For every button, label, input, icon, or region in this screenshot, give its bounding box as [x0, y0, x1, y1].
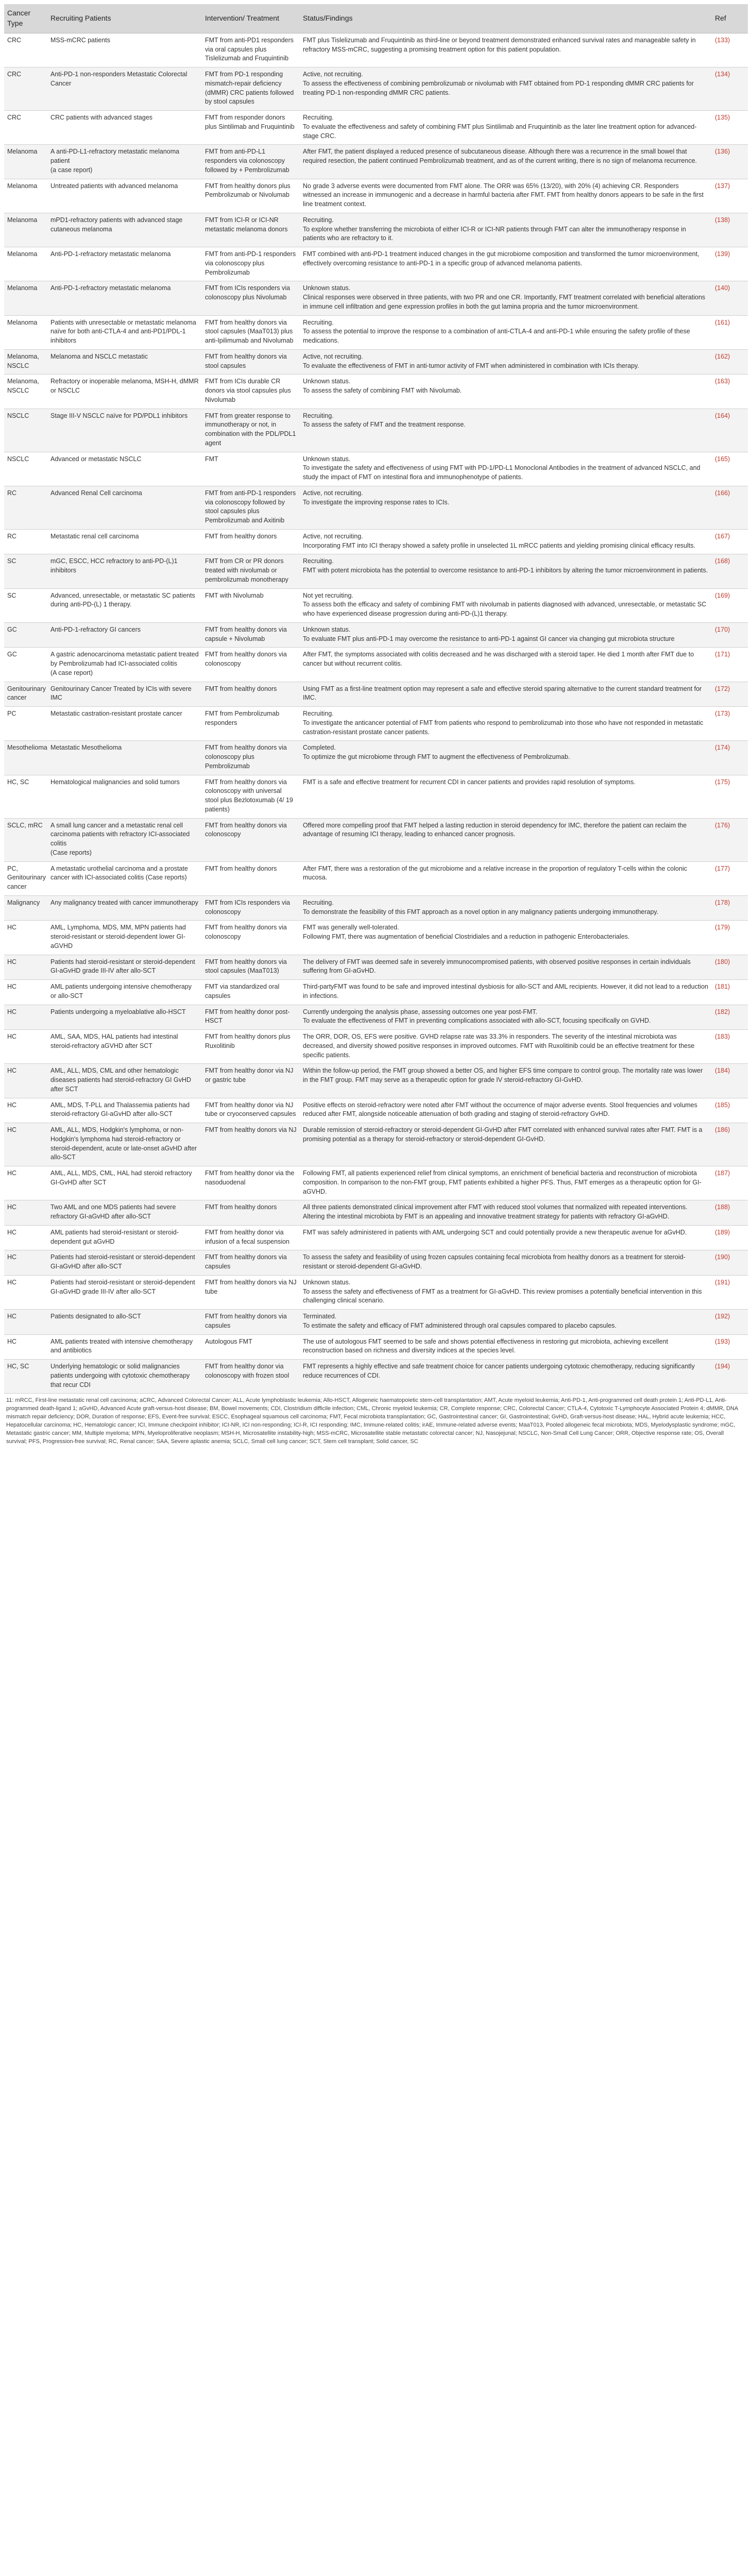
intervention-cell: FMT from healthy donors via stool capsules (MaaT013) plus anti-Ipilimumab and Nivolumab	[202, 315, 300, 349]
patients-cell: AML, ALL, MDS, Hodgkin's lymphoma, or non-Hodgkin's lymphoma had steroid-refractory or steroid-dependent, acute or late-onset aGvHD after allo-SCT	[47, 1123, 202, 1166]
ref-cell[interactable]: (171)	[712, 648, 748, 682]
ref-cell[interactable]: (182)	[712, 1005, 748, 1030]
table-row	[4, 111, 748, 145]
cancer-type-cell: Malignancy	[4, 895, 47, 921]
ref-cell[interactable]: (189)	[712, 1225, 748, 1250]
patients-cell: A small lung cancer and a metastatic renal cell carcinoma patients with refractory ICI-associated colitis (Case reports)	[47, 818, 202, 861]
status-cell: FMT combined with anti-PD-1 treatment induced changes in the gut microbiome composition and transformed the tumor microenvironment, effectively overcoming resistance to anti-PD-1 in a specific group of advanced melanoma patients.	[300, 247, 712, 281]
intervention-cell: FMT from healthy donors via colonoscopy plus Pembrolizumab	[202, 741, 300, 775]
table-row	[4, 1123, 748, 1166]
status-cell: Active, not recruiting. To investigate the improving response rates to ICIs.	[300, 486, 712, 529]
ref-cell[interactable]: (187)	[712, 1166, 748, 1200]
table-row	[4, 452, 748, 486]
cancer-type-cell: PC	[4, 707, 47, 741]
patients-cell: AML patients undergoing intensive chemotherapy or allo-SCT	[47, 980, 202, 1005]
ref-cell[interactable]: (138)	[712, 213, 748, 247]
table-row	[4, 281, 748, 315]
status-cell: Completed. To optimize the gut microbiome through FMT to augment the effectiveness of Pembrolizumab.	[300, 741, 712, 775]
header-status-findings: Status/Findings	[300, 4, 712, 33]
header-intervention: Intervention/ Treatment	[202, 4, 300, 33]
table-row	[4, 529, 748, 554]
cancer-type-cell: Melanoma	[4, 247, 47, 281]
table-row	[4, 1005, 748, 1030]
ref-cell[interactable]: (188)	[712, 1200, 748, 1226]
ref-cell[interactable]: (167)	[712, 529, 748, 554]
patients-cell: Untreated patients with advanced melanoma	[47, 179, 202, 213]
intervention-cell: FMT from healthy donor via infusion of a fecal suspension	[202, 1225, 300, 1250]
table-row	[4, 554, 748, 588]
status-cell: FMT represents a highly effective and safe treatment choice for cancer patients undergoing cytotoxic chemotherapy, reducing significantly reduce recurrences of CDI.	[300, 1360, 712, 1394]
cancer-type-cell: RC	[4, 529, 47, 554]
table-row	[4, 33, 748, 67]
status-cell: Unknown status. To assess the safety of combining FMT with Nivolumab.	[300, 375, 712, 409]
ref-cell[interactable]: (178)	[712, 895, 748, 921]
cancer-type-cell: HC, SC	[4, 1360, 47, 1394]
patients-cell: Metastatic Mesothelioma	[47, 741, 202, 775]
table-row	[4, 247, 748, 281]
table-row	[4, 707, 748, 741]
intervention-cell: FMT with Nivolumab	[202, 588, 300, 622]
patients-cell: Patients had steroid-resistant or steroid-dependent GI-aGvHD grade III-IV after allo-SCT	[47, 955, 202, 980]
table-footnote: 11: mRCC, First-line metastatic renal cell carcinoma; aCRC, Advanced Colorectal Cancer; ALL, Acute lymphoblastic leukemia; Allo-HSCT, Allogeneic haematopoietic stem-cell transplantation; AMT, Acute myeloid leukemia; Anti-PD-1, Anti-programmed cell death protein 1; Anti-PD-L1, Anti-programmed death-ligand 1; aGvHD, Advanced Acute graft-versus-host disease; BM, Bowel movements; CDI, Clostridium difficile infection; CML, Chronic myeloid leukemia; CR, Complete response; CRC, Colorectal Cancer; CTLA-4, Cytotoxic T-Lymphocyte Associated Protein 4; dMMR, DNA mismatch repair deficiency; DOR, Duration of response; EFS, Event-free survival; ESCC, Esophageal squamous cell carcinoma; FMT, Fecal microbiota transplantation; GC, Gastrointestinal cancer; GI, Gastrointestinal; GvHD, Graft-versus-host disease; HAL, Hybrid acute leukemia; HCC, Hepatocellular carcinoma; HC, Hematologic cancer; ICI, Immune checkpoint inhibitor; ICI-NR, ICI non-responding; ICI-R, ICI responding; IMC, Immune-related colitis; irAE, Immune-related adverse events; MaaT013, Pooled allogeneic fecal microbiota; MDS, Myelodysplastic syndrome; mGC, Metastatic gastric cancer; MM, Multiple myeloma; MPN, Myeloproliferative neoplasm; MSH-H, Microsatellite instability-high; MSS-mCRC, Microsatellite stable metastatic colorectal cancer; NJ, Nasojejunal; NSCLC, Non-Small Cell Lung Cancer; ORR, Objective response rate; OS, Overall survival; PFS, Progression-free survival; RC, Renal cancer; SAA, Severe aplastic anemia; SCLC, Small cell lung cancer; SCT, Stem cell transplant; Solid cancer, SC	[6, 1397, 738, 1445]
cancer-type-cell: HC	[4, 1166, 47, 1200]
cancer-type-cell: HC	[4, 1064, 47, 1098]
ref-cell[interactable]: (163)	[712, 375, 748, 409]
table-row	[4, 1250, 748, 1276]
ref-cell[interactable]: (139)	[712, 247, 748, 281]
table-row	[4, 1166, 748, 1200]
cancer-type-cell: CRC	[4, 33, 47, 67]
intervention-cell: FMT from healthy donors via stool capsules (MaaT013)	[202, 955, 300, 980]
patients-cell: A metastatic urothelial carcinoma and a prostate cancer with ICI-associated colitis (Case reports)	[47, 861, 202, 895]
ref-cell[interactable]: (137)	[712, 179, 748, 213]
intervention-cell: FMT from anti-PD-1 responders via colonoscopy plus Pembrolizumab	[202, 247, 300, 281]
intervention-cell: FMT	[202, 452, 300, 486]
patients-cell: Anti-PD-1-refractory GI cancers	[47, 622, 202, 648]
cancer-type-cell: Mesothelioma	[4, 741, 47, 775]
status-cell: Active, not recruiting. To evaluate the effectiveness of FMT in anti-tumor activity of FMT when administered in combination with ICIs therapy.	[300, 349, 712, 375]
intervention-cell: FMT from anti-PD-L1 responders via colonoscopy followed by + Pembrolizumab	[202, 145, 300, 179]
status-cell: The use of autologous FMT seemed to be safe and shows potential effectiveness in restoring gut microbiota, achieving excellent reconstruction based on richness and diversity indices at the species level.	[300, 1334, 712, 1360]
cancer-type-cell: Melanoma	[4, 145, 47, 179]
table-row	[4, 1098, 748, 1123]
patients-cell: A gastric adenocarcinoma metastatic patient treated by Pembrolizumab had ICI-associated colitis (A case report)	[47, 648, 202, 682]
table-row	[4, 980, 748, 1005]
patients-cell: Hematological malignancies and solid tumors	[47, 775, 202, 818]
cancer-type-cell: CRC	[4, 67, 47, 111]
ref-cell[interactable]: (184)	[712, 1064, 748, 1098]
patients-cell: Anti-PD-1 non-responders Metastatic Colorectal Cancer	[47, 67, 202, 111]
cancer-type-cell: HC	[4, 955, 47, 980]
header-cancer-type: Cancer Type	[4, 4, 47, 33]
table-row	[4, 145, 748, 179]
intervention-cell: FMT from healthy donors	[202, 529, 300, 554]
ref-cell[interactable]: (193)	[712, 1334, 748, 1360]
patients-cell: Genitourinary Cancer Treated by ICIs with severe IMC	[47, 682, 202, 707]
cancer-type-cell: Melanoma	[4, 281, 47, 315]
status-cell: Durable remission of steroid-refractory or steroid-dependent GI-GvHD after FMT correlated with enhanced survival rates after FMT. FMT is a promising potential as a therapy for steroid-refractory or steroid-dependent GI-GvHD.	[300, 1123, 712, 1166]
patients-cell: Any malignancy treated with cancer immunotherapy	[47, 895, 202, 921]
status-cell: Recruiting. To demonstrate the feasibility of this FMT approach as a novel option in any malignancy patients undergoing immunotherapy.	[300, 895, 712, 921]
cancer-type-cell: HC	[4, 921, 47, 955]
status-cell: After FMT, the patient displayed a reduced presence of subcutaneous disease. Although there was a recurrence in the small bowel that required resection, the patient continued Pembrolizumab treatment, and as of the current writing, there is no sign of melanoma recurrence.	[300, 145, 712, 179]
ref-cell[interactable]: (174)	[712, 741, 748, 775]
ref-cell[interactable]: (179)	[712, 921, 748, 955]
intervention-cell: FMT from healthy donor via NJ tube or cryoconserved capsules	[202, 1098, 300, 1123]
ref-cell[interactable]: (181)	[712, 980, 748, 1005]
intervention-cell: FMT from anti-PD-1 responders via colonoscopy followed by stool capsules plus Pembrolizumab and Axitinib	[202, 486, 300, 529]
patients-cell: Two AML and one MDS patients had severe refractory GI-aGvHD after allo-SCT	[47, 1200, 202, 1226]
ref-cell[interactable]: (162)	[712, 349, 748, 375]
status-cell: FMT was safely administered in patients with AML undergoing SCT and could potentially provide a new therapeutic avenue for aGvHD.	[300, 1225, 712, 1250]
table-row	[4, 818, 748, 861]
patients-cell: AML, ALL, MDS, CML, HAL had steroid refractory GI-GvHD after SCT	[47, 1166, 202, 1200]
status-cell: After FMT, there was a restoration of the gut microbiome and a relative increase in the proportion of regulatory T-cells within the colonic mucosa.	[300, 861, 712, 895]
ref-cell[interactable]: (191)	[712, 1275, 748, 1309]
ref-cell[interactable]: (192)	[712, 1310, 748, 1335]
patients-cell: Melanoma and NSCLC metastatic	[47, 349, 202, 375]
intervention-cell: FMT from healthy donors	[202, 1200, 300, 1226]
ref-cell[interactable]: (175)	[712, 775, 748, 818]
status-cell: Recruiting. To investigate the anticancer potential of FMT from patients who respond to pembrolizumab into those who have not responded in metastatic castration-resistant prostate cancer patients.	[300, 707, 712, 741]
cancer-type-cell: HC	[4, 1200, 47, 1226]
intervention-cell: FMT from ICI-R or ICI-NR metastatic melanoma donors	[202, 213, 300, 247]
patients-cell: Metastatic renal cell carcinoma	[47, 529, 202, 554]
patients-cell: AML, ALL, MDS, CML and other hematologic diseases patients had steroid-refractory GI GvHD after SCT	[47, 1064, 202, 1098]
ref-cell[interactable]: (169)	[712, 588, 748, 622]
cancer-type-cell: SC	[4, 588, 47, 622]
cancer-type-cell: HC	[4, 1098, 47, 1123]
header-recruiting-patients: Recruiting Patients	[47, 4, 202, 33]
status-cell: Recruiting. FMT with potent microbiota has the potential to overcome resistance to anti-PD-1 inhibitors by altering the tumor microenvironment in patients.	[300, 554, 712, 588]
patients-cell: Patients undergoing a myeloablative allo-HSCT	[47, 1005, 202, 1030]
status-cell: Recruiting. To assess the safety of FMT and the treatment response.	[300, 409, 712, 452]
table-row	[4, 1200, 748, 1226]
cancer-type-cell: Melanoma	[4, 179, 47, 213]
ref-cell[interactable]: (172)	[712, 682, 748, 707]
table-row	[4, 648, 748, 682]
status-cell: Third-partyFMT was found to be safe and improved intestinal dysbiosis for allo-SCT and AML recipients. However, it did not lead to a reduction in infections.	[300, 980, 712, 1005]
patients-cell: Advanced Renal Cell carcinoma	[47, 486, 202, 529]
cancer-type-cell: HC	[4, 980, 47, 1005]
intervention-cell: FMT from healthy donors	[202, 861, 300, 895]
intervention-cell: FMT from healthy donors plus Pembrolizumab or Nivolumab	[202, 179, 300, 213]
status-cell: Unknown status. To evaluate FMT plus anti-PD-1 may overcome the resistance to anti-PD-1 against GI cancer via changing gut microbiota structure	[300, 622, 712, 648]
cancer-type-cell: HC, SC	[4, 775, 47, 818]
patients-cell: AML patients had steroid-resistant or steroid-dependent gut aGvHD	[47, 1225, 202, 1250]
status-cell: Recruiting. To evaluate the effectiveness and safety of combining FMT plus Sintilimab and Fruquintinib as the later line treatment option for advanced-stage CRC.	[300, 111, 712, 145]
patients-cell: Underlying hematologic or solid malignancies patients undergoing with cytotoxic chemotherapy that recur CDI	[47, 1360, 202, 1394]
ref-cell[interactable]: (180)	[712, 955, 748, 980]
intervention-cell: FMT from healthy donors via capsules	[202, 1250, 300, 1276]
ref-cell[interactable]: (164)	[712, 409, 748, 452]
table-body	[4, 33, 748, 1394]
intervention-cell: Autologous FMT	[202, 1334, 300, 1360]
table-row	[4, 409, 748, 452]
status-cell: Unknown status. To assess the safety and effectiveness of FMT as a treatment for GI-aGvHD. This review promises a potentially beneficial intervention in this challenging clinical scenario.	[300, 1275, 712, 1309]
status-cell: FMT was generally well-tolerated. Following FMT, there was augmentation of beneficial Clostridiales and a reduction in pathogenic Enterobacteriales.	[300, 921, 712, 955]
intervention-cell: FMT from healthy donor post-HSCT	[202, 1005, 300, 1030]
status-cell: FMT is a safe and effective treatment for recurrent CDI in cancer patients and provides rapid resolution of symptoms.	[300, 775, 712, 818]
patients-cell: Patients had steroid-resistant or steroid-dependent GI-aGvHD after allo-SCT	[47, 1250, 202, 1276]
status-cell: Active, not recruiting. To assess the effectiveness of combining pembrolizumab or nivolumab with FMT obtained from PD-1 responding dMMR CRC patients for treating PD-1 non-responding dMMR CRC patients.	[300, 67, 712, 111]
patients-cell: mPD1-refractory patients with advanced stage cutaneous melanoma	[47, 213, 202, 247]
patients-cell: Anti-PD-1-refractory metastatic melanoma	[47, 281, 202, 315]
table-row	[4, 67, 748, 111]
cancer-type-cell: CRC	[4, 111, 47, 145]
patients-cell: mGC, ESCC, HCC refractory to anti-PD-(L)1 inhibitors	[47, 554, 202, 588]
ref-cell[interactable]: (183)	[712, 1030, 748, 1064]
table-header-row	[4, 4, 748, 33]
intervention-cell: FMT from healthy donors via NJ	[202, 1123, 300, 1166]
ref-cell[interactable]: (186)	[712, 1123, 748, 1166]
cancer-type-cell: NSCLC	[4, 409, 47, 452]
intervention-cell: FMT from ICIs responders via colonoscopy	[202, 895, 300, 921]
table-row	[4, 1334, 748, 1360]
cancer-type-cell: Melanoma, NSCLC	[4, 375, 47, 409]
cancer-type-cell: HC	[4, 1310, 47, 1335]
cancer-type-cell: HC	[4, 1250, 47, 1276]
patients-cell: Anti-PD-1-refractory metastatic melanoma	[47, 247, 202, 281]
ref-cell[interactable]: (134)	[712, 67, 748, 111]
ref-cell[interactable]: (194)	[712, 1360, 748, 1394]
intervention-cell: FMT from responder donors plus Sintilimab and Fruquintinib	[202, 111, 300, 145]
patients-cell: A anti-PD-L1-refractory metastatic melanoma patient (a case report)	[47, 145, 202, 179]
intervention-cell: FMT from PD-1 responding mismatch-repair deficiency (dMMR) CRC patients followed by stool capsules	[202, 67, 300, 111]
cancer-type-cell: SC	[4, 554, 47, 588]
intervention-cell: FMT from healthy donors via capsule + Nivolumab	[202, 622, 300, 648]
table-row	[4, 315, 748, 349]
cancer-type-cell: HC	[4, 1030, 47, 1064]
intervention-cell: FMT from healthy donors via colonoscopy	[202, 818, 300, 861]
patients-cell: AML patients treated with intensive chemotherapy and antibiotics	[47, 1334, 202, 1360]
cancer-type-cell: HC	[4, 1334, 47, 1360]
cancer-type-cell: Genitourinary cancer	[4, 682, 47, 707]
table-row	[4, 861, 748, 895]
ref-cell[interactable]: (165)	[712, 452, 748, 486]
table-row	[4, 588, 748, 622]
ref-cell[interactable]: (133)	[712, 33, 748, 67]
status-cell: FMT plus Tislelizumab and Fruquintinib as third-line or beyond treatment demonstrated enhanced survival rates and manageable safety in refractory MSS-mCRC, suggesting a promising treatment option for this patient population.	[300, 33, 712, 67]
status-cell: Using FMT as a first-line treatment option may represent a safe and effective steroid sparing alternative to the current standard treatment for IMC.	[300, 682, 712, 707]
patients-cell: MSS-mCRC patients	[47, 33, 202, 67]
status-cell: No grade 3 adverse events were documented from FMT alone. The ORR was 65% (13/20), with 20% (4) achieving CR. Responders witnessed an increase in immunogenic and a decrease in harmful bacteria after FMT. FMT from healthy donors appears to be safe in the first line treatment context.	[300, 179, 712, 213]
patients-cell: AML, Lymphoma, MDS, MM, MPN patients had steroid-resistant or steroid-dependent lower GI-aGVHD	[47, 921, 202, 955]
status-cell: Not yet recruiting. To assess both the efficacy and safety of combining FMT with nivolumab in patients diagnosed with advanced, unresectable, or metastatic SC who have experienced disease progression during anti-PD-(L)1 therapy.	[300, 588, 712, 622]
intervention-cell: FMT from healthy donors via NJ tube	[202, 1275, 300, 1309]
patients-cell: CRC patients with advanced stages	[47, 111, 202, 145]
table-row	[4, 486, 748, 529]
cancer-type-cell: Melanoma	[4, 213, 47, 247]
cancer-type-cell: GC	[4, 648, 47, 682]
ref-cell[interactable]: (176)	[712, 818, 748, 861]
ref-cell[interactable]: (185)	[712, 1098, 748, 1123]
table-row	[4, 921, 748, 955]
table-row	[4, 682, 748, 707]
status-cell: Terminated. To estimate the safety and efficacy of FMT administered through oral capsules compared to placebo capsules.	[300, 1310, 712, 1335]
cancer-type-cell: Melanoma	[4, 315, 47, 349]
status-cell: The ORR, DOR, OS, EFS were positive. GVHD relapse rate was 33.3% in responders. The severity of the intestinal microbiota was decreased, and diversity showed positive responses in improved outcomes. FMT with Ruxolitinib could be an effective treatment for these specific patients.	[300, 1030, 712, 1064]
table-row	[4, 1360, 748, 1394]
patients-cell: AML, SAA, MDS, HAL patients had intestinal steroid-refractory aGVHD after SCT	[47, 1030, 202, 1064]
ref-cell[interactable]: (170)	[712, 622, 748, 648]
table-row	[4, 375, 748, 409]
table-row	[4, 955, 748, 980]
intervention-cell: FMT from ICIs durable CR donors via stool capsules plus Nivolumab	[202, 375, 300, 409]
patients-cell: Patients designated to allo-SCT	[47, 1310, 202, 1335]
intervention-cell: FMT from healthy donor via colonoscopy with frozen stool	[202, 1360, 300, 1394]
patients-cell: Refractory or inoperable melanoma, MSH-H, dMMR or NSCLC	[47, 375, 202, 409]
intervention-cell: FMT from healthy donors via capsules	[202, 1310, 300, 1335]
status-cell: Unknown status. Clinical responses were observed in three patients, with two PR and one CR. Importantly, FMT treatment correlated with beneficial alterations in immune cell infiltration and gene expression profiles in both the gut lamina propria and the tumor microenvironment.	[300, 281, 712, 315]
cancer-type-cell: HC	[4, 1225, 47, 1250]
patients-cell: Advanced or metastatic NSCLC	[47, 452, 202, 486]
intervention-cell: FMT from CR or PR donors treated with nivolumab or pembrolizumab monotherapy	[202, 554, 300, 588]
ref-cell[interactable]: (177)	[712, 861, 748, 895]
status-cell: Active, not recruiting. Incorporating FMT into ICI therapy showed a safety profile in unselected 1L mRCC patients and yielding promising clinical efficacy results.	[300, 529, 712, 554]
intervention-cell: FMT from healthy donors plus Ruxolitinib	[202, 1030, 300, 1064]
header-ref: Ref	[712, 4, 748, 33]
intervention-cell: FMT from healthy donors via colonoscopy	[202, 648, 300, 682]
cancer-type-cell: HC	[4, 1123, 47, 1166]
fmt-trials-table	[4, 4, 748, 1394]
intervention-cell: FMT from healthy donor via the nasoduodenal	[202, 1166, 300, 1200]
table-row	[4, 775, 748, 818]
table-row	[4, 1275, 748, 1309]
table-row	[4, 741, 748, 775]
status-cell: The delivery of FMT was deemed safe in severely immunocompromised patients, with observed positive responses in certain individuals suffering from GI-aGvHD.	[300, 955, 712, 980]
intervention-cell: FMT from ICIs responders via colonoscopy plus Nivolumab	[202, 281, 300, 315]
status-cell: After FMT, the symptoms associated with colitis decreased and he was discharged with a steroid taper. He died 1 month after FMT due to cancer but without recurrent colitis.	[300, 648, 712, 682]
status-cell: Offered more compelling proof that FMT helped a lasting reduction in steroid dependency for IMC, therefore the patient can reclaim the advantage of resuming ICI therapy, leading to enhanced cancer prognosis.	[300, 818, 712, 861]
patients-cell: Stage III-V NSCLC naïve for PD/PDL1 inhibitors	[47, 409, 202, 452]
status-cell: Currently undergoing the analysis phase, assessing outcomes one year post-FMT. To evaluate the effectiveness of FMT in preventing complications associated with allo-SCT, focusing specifically on GVHD.	[300, 1005, 712, 1030]
cancer-type-cell: HC	[4, 1005, 47, 1030]
ref-cell[interactable]: (136)	[712, 145, 748, 179]
cancer-type-cell: RC	[4, 486, 47, 529]
intervention-cell: FMT from healthy donors	[202, 682, 300, 707]
ref-cell[interactable]: (173)	[712, 707, 748, 741]
table-row	[4, 1064, 748, 1098]
intervention-cell: FMT from healthy donors via colonoscopy with universal stool plus Bezlotoxumab (4/ 19 patients)	[202, 775, 300, 818]
cancer-type-cell: Melanoma, NSCLC	[4, 349, 47, 375]
patients-cell: Metastatic castration-resistant prostate cancer	[47, 707, 202, 741]
ref-cell[interactable]: (166)	[712, 486, 748, 529]
patients-cell: AML, MDS, T-PLL and Thalassemia patients had steroid-refractory GI-aGvHD after allo-SCT	[47, 1098, 202, 1123]
intervention-cell: FMT from healthy donor via NJ or gastric tube	[202, 1064, 300, 1098]
status-cell: Recruiting. To explore whether transferring the microbiota of either ICI-R or ICI-NR patients through FMT can alter the immunotherapy response in patients who are refractory to it.	[300, 213, 712, 247]
intervention-cell: FMT from Pembrolizumab responders	[202, 707, 300, 741]
intervention-cell: FMT from healthy donors via stool capsules	[202, 349, 300, 375]
patients-cell: Advanced, unresectable, or metastatic SC patients during anti-PD-(L) 1 therapy.	[47, 588, 202, 622]
intervention-cell: FMT from anti-PD1 responders via oral capsules plus Tislelizumab and Fruquintinib	[202, 33, 300, 67]
ref-cell[interactable]: (190)	[712, 1250, 748, 1276]
status-cell: Unknown status. To investigate the safety and effectiveness of using FMT with PD-1/PD-L1 Monoclonal Antibodies in the treatment of advanced NSCLC, and study the impact of FMT on intestinal flora and immunophenotype of patients.	[300, 452, 712, 486]
status-cell: Recruiting. To assess the potential to improve the response to a combination of anti-CTLA-4 and anti-PD-1 while ensuring the safety profile of these medications.	[300, 315, 712, 349]
intervention-cell: FMT from greater response to immunotherapy or not, in combination with the PDL/PDL1 agent	[202, 409, 300, 452]
ref-cell[interactable]: (140)	[712, 281, 748, 315]
status-cell: All three patients demonstrated clinical improvement after FMT with reduced stool volumes that normalized with repeated interventions. Altering the intestinal microbiota by FMT is an appealing and innovative treatment strategy for patients with refractory GI-aGvHD.	[300, 1200, 712, 1226]
table-row	[4, 349, 748, 375]
intervention-cell: FMT from healthy donors via colonoscopy	[202, 921, 300, 955]
table-row	[4, 179, 748, 213]
table-row	[4, 213, 748, 247]
patients-cell: Patients with unresectable or metastatic melanoma naïve for both anti-CTLA-4 and anti-PD1/PDL-1 inhibitors	[47, 315, 202, 349]
table-row	[4, 1225, 748, 1250]
table-row	[4, 895, 748, 921]
ref-cell[interactable]: (168)	[712, 554, 748, 588]
cancer-type-cell: HC	[4, 1275, 47, 1309]
cancer-type-cell: SCLC, mRC	[4, 818, 47, 861]
table-row	[4, 1030, 748, 1064]
ref-cell[interactable]: (161)	[712, 315, 748, 349]
status-cell: Following FMT, all patients experienced relief from clinical symptoms, an enrichment of beneficial bacteria and reconstruction of microbiota composition. In comparison to the non-FMT group, FMT patients exhibited a higher PFS. Thus, FMT emerges as a therapeutic option for GI-aGVHD.	[300, 1166, 712, 1200]
cancer-type-cell: PC, Genitourinary cancer	[4, 861, 47, 895]
status-cell: Within the follow-up period, the FMT group showed a better OS, and higher EFS time compare to control group. The mortality rate was lower in the FMT group. FMT may serve as a therapeutic option for grade IV steroid-refractory GI-GvHD.	[300, 1064, 712, 1098]
table-row	[4, 622, 748, 648]
table-row	[4, 1310, 748, 1335]
cancer-type-cell: GC	[4, 622, 47, 648]
status-cell: To assess the safety and feasibility of using frozen capsules containing fecal microbiota from healthy donors as a treatment for steroid-resistant or steroid-dependent GI-aGvHD.	[300, 1250, 712, 1276]
cancer-type-cell: NSCLC	[4, 452, 47, 486]
intervention-cell: FMT via standardized oral capsules	[202, 980, 300, 1005]
ref-cell[interactable]: (135)	[712, 111, 748, 145]
patients-cell: Patients had steroid-resistant or steroid-dependent GI-aGvHD grade III-IV after allo-SCT	[47, 1275, 202, 1309]
status-cell: Positive effects on steroid-refractory were noted after FMT without the occurrence of major adverse events. Stool frequencies and volumes reduced after FMT, alongside noticeable attenuation of both grading and staging of steroid-refractory GvHD.	[300, 1098, 712, 1123]
